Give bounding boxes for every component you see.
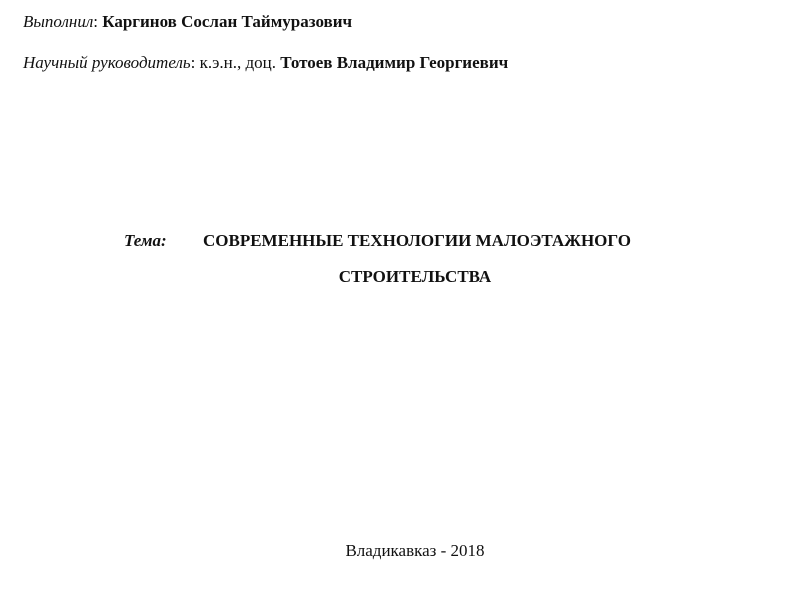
advisor-label: Научный руководитель — [23, 53, 191, 72]
advisor-name: Тотоев Владимир Георгиевич — [280, 53, 509, 72]
advisor-degree: к.э.н., доц. — [199, 53, 281, 72]
topic-label: Тема: — [124, 231, 167, 250]
author-separator: : — [93, 12, 103, 31]
author-line — [23, 12, 352, 32]
topic-title-line1: СОВРЕМЕННЫЕ ТЕХНОЛОГИИ МАЛОЭТАЖНОГО — [203, 231, 632, 250]
topic-row — [0, 230, 800, 252]
author-name: Каргинов Сослан Таймуразович — [102, 12, 353, 31]
advisor-line — [23, 53, 508, 73]
advisor-separator: : — [190, 53, 200, 72]
author-label: Выполнил — [23, 12, 94, 31]
city-year: Владикавказ - 2018 — [345, 541, 485, 560]
topic-title-line2: СТРОИТЕЛЬСТВА — [338, 267, 492, 286]
